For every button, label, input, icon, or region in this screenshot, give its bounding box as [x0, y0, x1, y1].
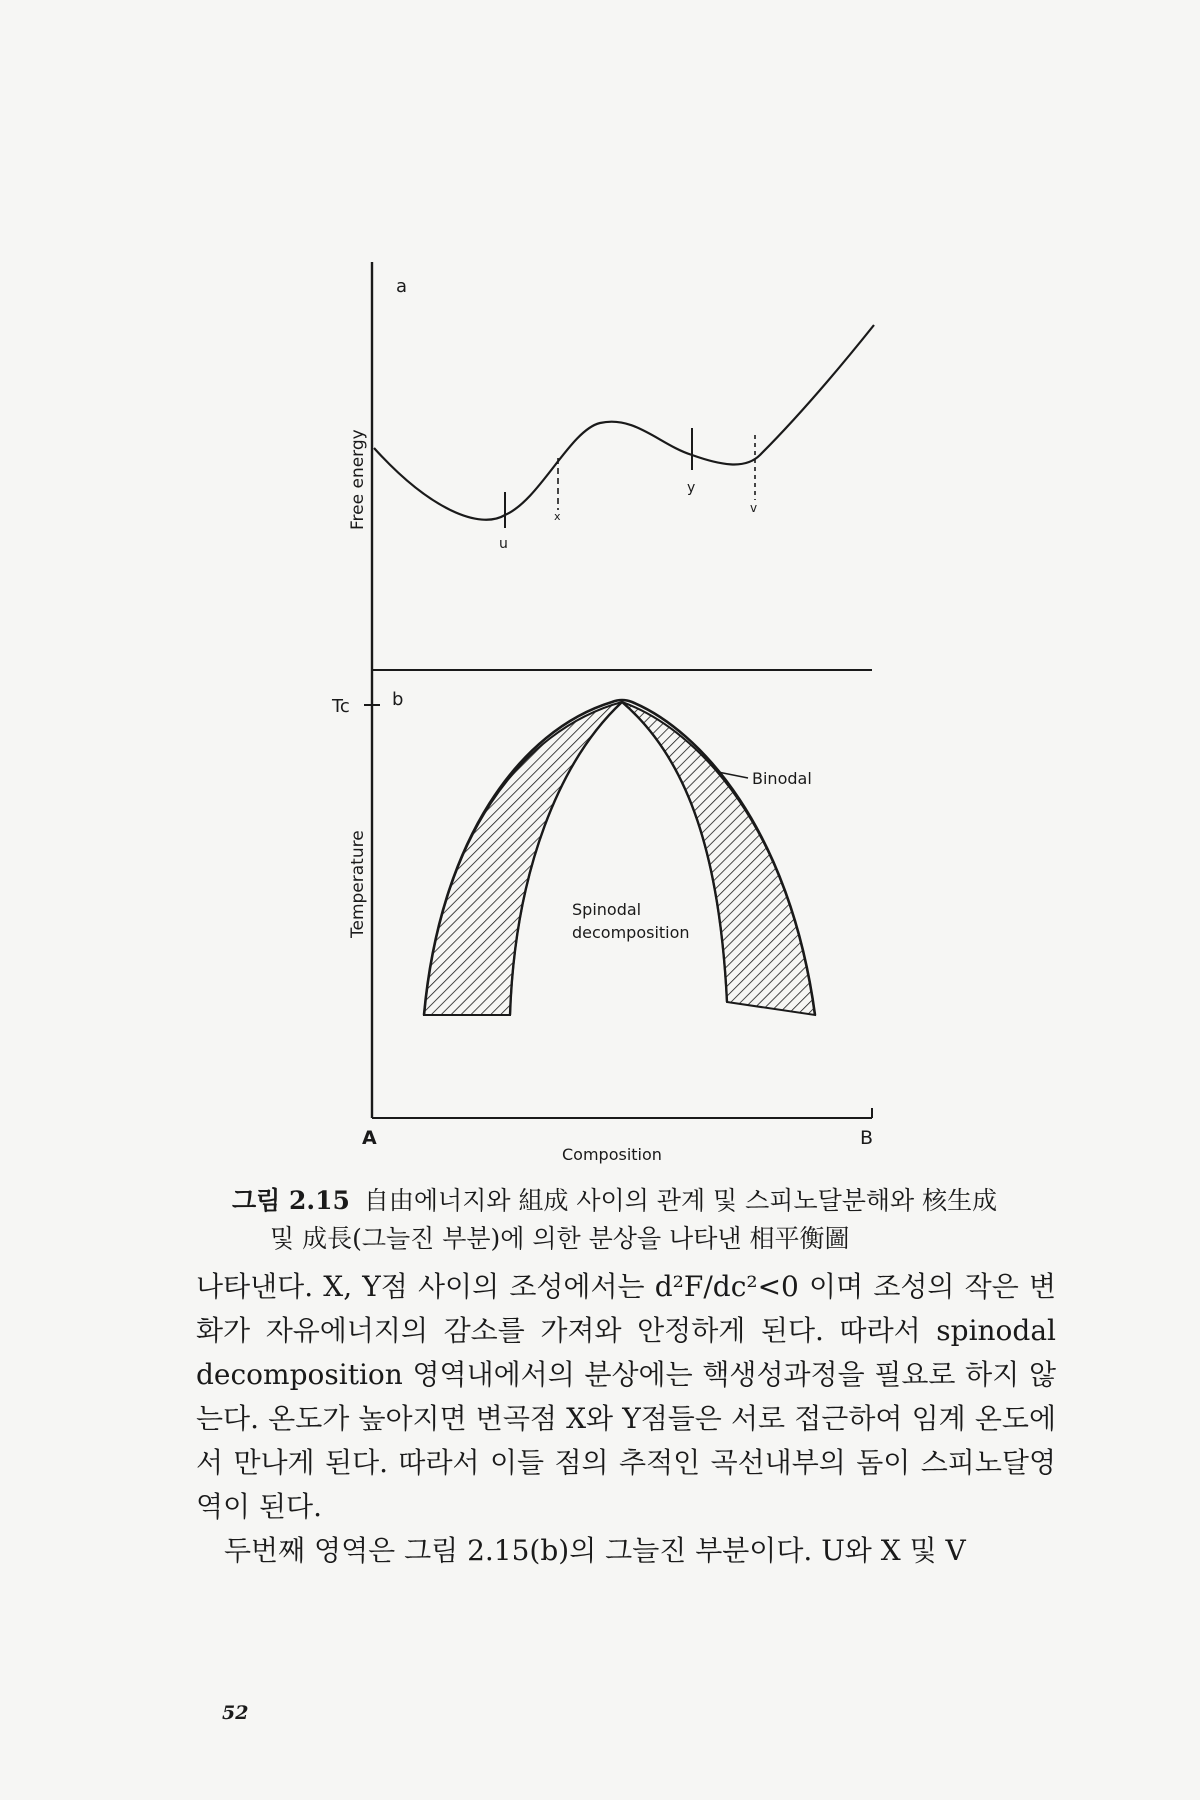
free-energy-curve	[374, 325, 874, 520]
tc-label: Tc	[332, 696, 350, 717]
panel-a	[348, 262, 874, 670]
panel-b-label: b	[392, 689, 404, 710]
spinodal-label-line1: Spinodal	[572, 900, 642, 919]
marker-u-label: u	[499, 536, 508, 552]
left-hatched-band	[424, 702, 622, 1015]
composition-b-label: B	[860, 1127, 874, 1149]
page-number: 52	[222, 1702, 249, 1724]
panel-b-xlabel: Composition	[562, 1145, 662, 1164]
paragraph-1: 나타낸다. X, Y점 사이의 조성에서는 d²F/dc²<0 이며 조성의 작은 변화가 자유에너지의 감소를 가져와 안정하게 된다. 따라서 spinodal decomposition 영역내에서의 분상에는 핵생성과정을 필요로 하지 않는다. 온도가 높아지면 변곡점 X와 Y점들은 서로 접근하여 임계 온도에서 만나게 된다. 따라서 이들 점의 추적인 곡선내부의 돔이 스피노달영역이 된다.	[196, 1270, 1056, 1523]
spinodal-label-line2: decomposition	[572, 923, 690, 942]
body-text	[196, 1265, 1056, 1573]
marker-v-label: v	[750, 501, 758, 515]
marker-x-label: x	[554, 510, 561, 523]
panel-b	[331, 670, 873, 1164]
right-hatched-band	[622, 702, 815, 1015]
paragraph-2: 두번째 영역은 그림 2.15(b)의 그늘진 부분이다. U와 X 및 V	[224, 1534, 966, 1567]
panel-a-ylabel: Free energy	[348, 429, 368, 530]
caption-label: 그림 2.15	[232, 1186, 350, 1215]
binodal-label: Binodal	[752, 769, 812, 788]
figure-caption	[232, 1182, 1052, 1258]
panel-b-ylabel: Temperature	[348, 830, 368, 938]
marker-y-label: y	[687, 480, 696, 496]
composition-a-label: A	[362, 1127, 377, 1149]
caption-line1: 自由에너지와 組成 사이의 관계 및 스피노달분해와 核生成	[363, 1186, 998, 1215]
caption-line2: 및 成長(그늘진 부분)에 의한 분상을 나타낸 相平衡圖	[270, 1224, 850, 1253]
panel-a-label: a	[396, 276, 408, 297]
